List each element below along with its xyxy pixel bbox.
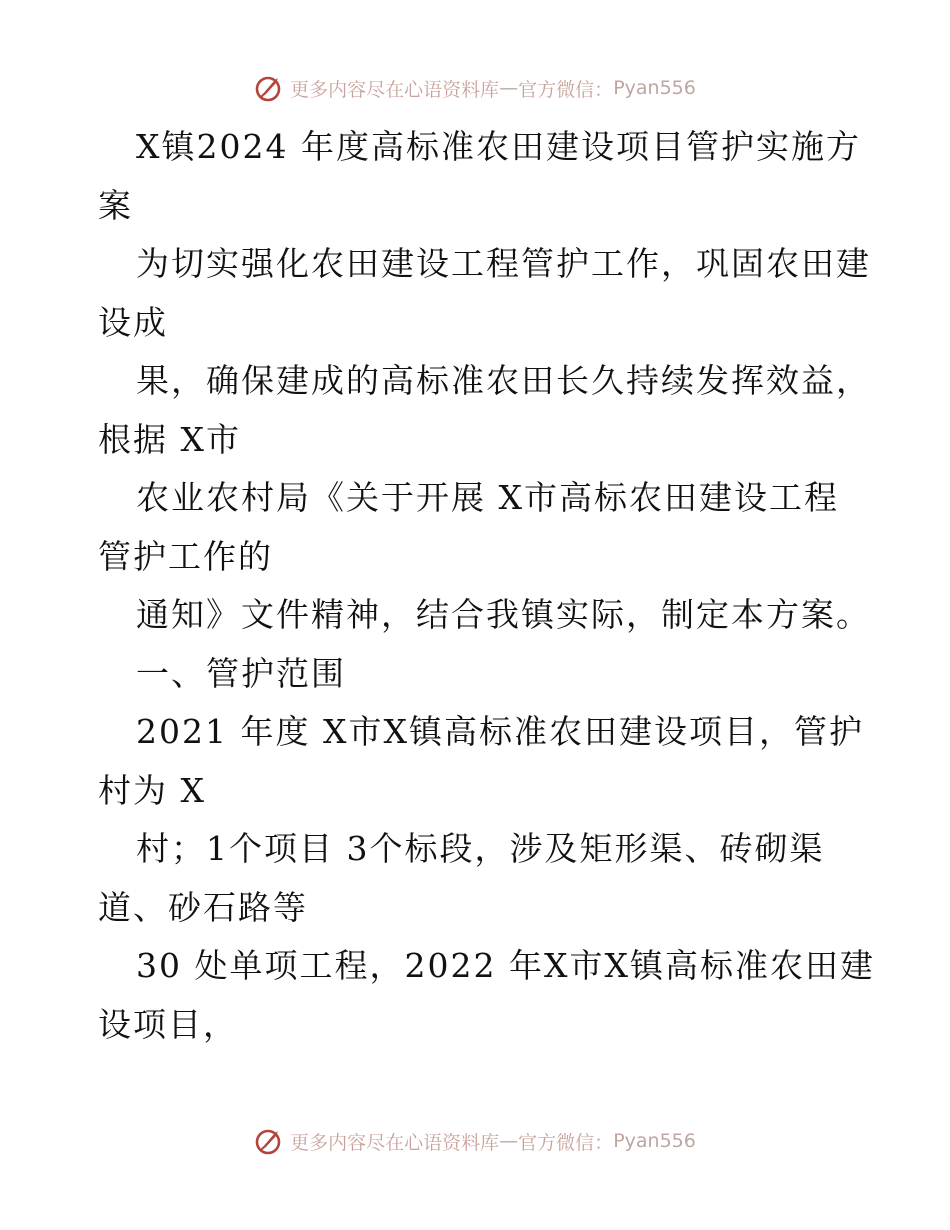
watermark-header: [0, 73, 950, 103]
doc-paragraph-line: 通知》文件精神，结合我镇实际，制定本方案。: [136, 595, 871, 634]
watermark-label: 官方微信：: [518, 1131, 614, 1154]
doc-paragraph-line: 30 处单项工程，2022 年X市X镇高标准农田建: [136, 946, 875, 985]
watermark-brand: 更多内容尽在心语资料库: [290, 78, 500, 101]
doc-paragraph-line: 果，确保建成的高标准农田长久持续发挥效益，: [136, 361, 871, 400]
quill-logo-icon: [254, 73, 284, 103]
watermark-separator: —: [499, 1130, 519, 1152]
quill-logo-icon: [254, 1126, 284, 1156]
doc-title-line-2: 案: [98, 185, 133, 225]
doc-paragraph-line: 设项目，: [98, 1004, 238, 1044]
watermark-separator: —: [499, 77, 519, 99]
watermark-wechat-id: Pyan556: [613, 1130, 696, 1152]
section-heading: 一、管护范围: [136, 653, 346, 693]
doc-paragraph-line: 村为 X: [98, 770, 206, 810]
doc-paragraph-line: 2021 年度 X市X镇高标准农田建设项目，管护: [136, 712, 864, 751]
doc-paragraph-line: 管护工作的: [98, 536, 273, 576]
watermark-brand: 更多内容尽在心语资料库: [290, 1131, 500, 1154]
doc-title-line-1: X镇2024 年度高标准农田建设项目管护实施方: [136, 127, 861, 166]
doc-paragraph-line: 设成: [98, 302, 168, 342]
watermark-wechat-id: Pyan556: [613, 77, 696, 99]
document-body: [98, 118, 875, 1054]
doc-paragraph-line: 道、砂石路等: [98, 887, 308, 927]
doc-paragraph-line: 根据 X市: [98, 419, 241, 459]
doc-paragraph-line: 为切实强化农田建设工程管护工作，巩固农田建: [136, 244, 871, 283]
watermark-footer: [0, 1126, 950, 1156]
doc-paragraph-line: 村；1个项目 3个标段，涉及矩形渠、砖砌渠: [136, 829, 825, 868]
watermark-label: 官方微信：: [518, 78, 614, 101]
doc-paragraph-line: 农业农村局《关于开展 X市高标农田建设工程: [136, 478, 839, 517]
